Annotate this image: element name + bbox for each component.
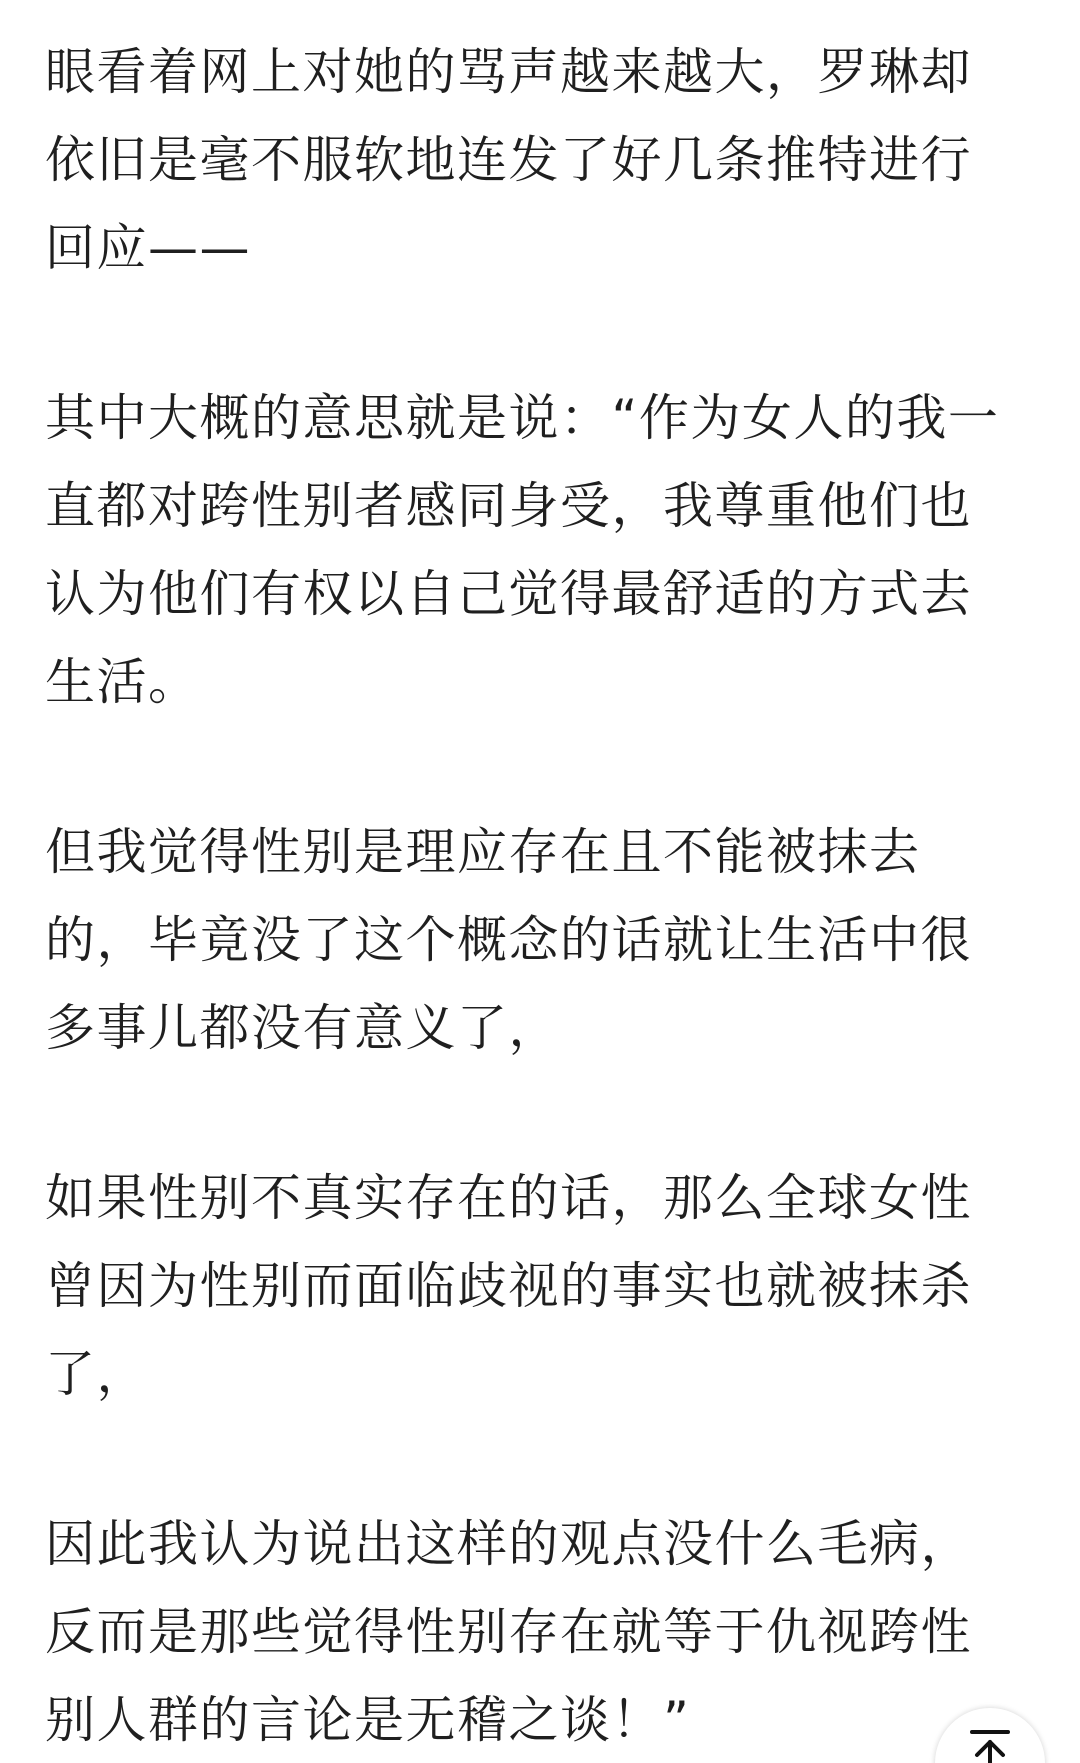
text-line: 眼看着网上对她的骂声越来越大，罗琳却 bbox=[45, 43, 972, 101]
text-line: 如果性别不真实存在的话，那么全球女性 bbox=[45, 1169, 972, 1227]
paragraph-3 bbox=[45, 808, 1040, 1072]
text-line: 但我觉得性别是理应存在且不能被抹去 bbox=[45, 823, 921, 881]
text-line: 多事儿都没有意义了， bbox=[45, 999, 560, 1057]
arrow-up-bar-icon bbox=[970, 1730, 1010, 1763]
text-line: 其中大概的意思就是说：“作为女人的我一 bbox=[45, 389, 1000, 447]
paragraph-5 bbox=[45, 1500, 1040, 1763]
text-line: 直都对跨性别者感同身受，我尊重他们也 bbox=[45, 477, 972, 535]
text-line: 曾因为性别而面临歧视的事实也就被抹杀 bbox=[45, 1257, 972, 1315]
text-line: 依旧是毫不服软地连发了好几条推特进行 bbox=[45, 131, 972, 189]
text-line: 的，毕竟没了这个概念的话就让生活中很 bbox=[45, 911, 972, 969]
text-line: 因此我认为说出这样的观点没什么毛病， bbox=[45, 1515, 972, 1573]
paragraph-1 bbox=[45, 28, 1040, 292]
paragraph-4 bbox=[45, 1154, 1040, 1418]
text-line: 回应—— bbox=[45, 219, 251, 277]
text-line: 认为他们有权以自己觉得最舒适的方式去 bbox=[45, 565, 972, 623]
article-body bbox=[45, 28, 1040, 1763]
text-line: 反而是那些觉得性别存在就等于仇视跨性 bbox=[45, 1603, 972, 1661]
text-line: 了， bbox=[45, 1345, 148, 1403]
text-line: 生活。 bbox=[45, 653, 200, 711]
text-line: 别人群的言论是无稽之谈！” bbox=[45, 1691, 691, 1749]
paragraph-2 bbox=[45, 374, 1040, 726]
